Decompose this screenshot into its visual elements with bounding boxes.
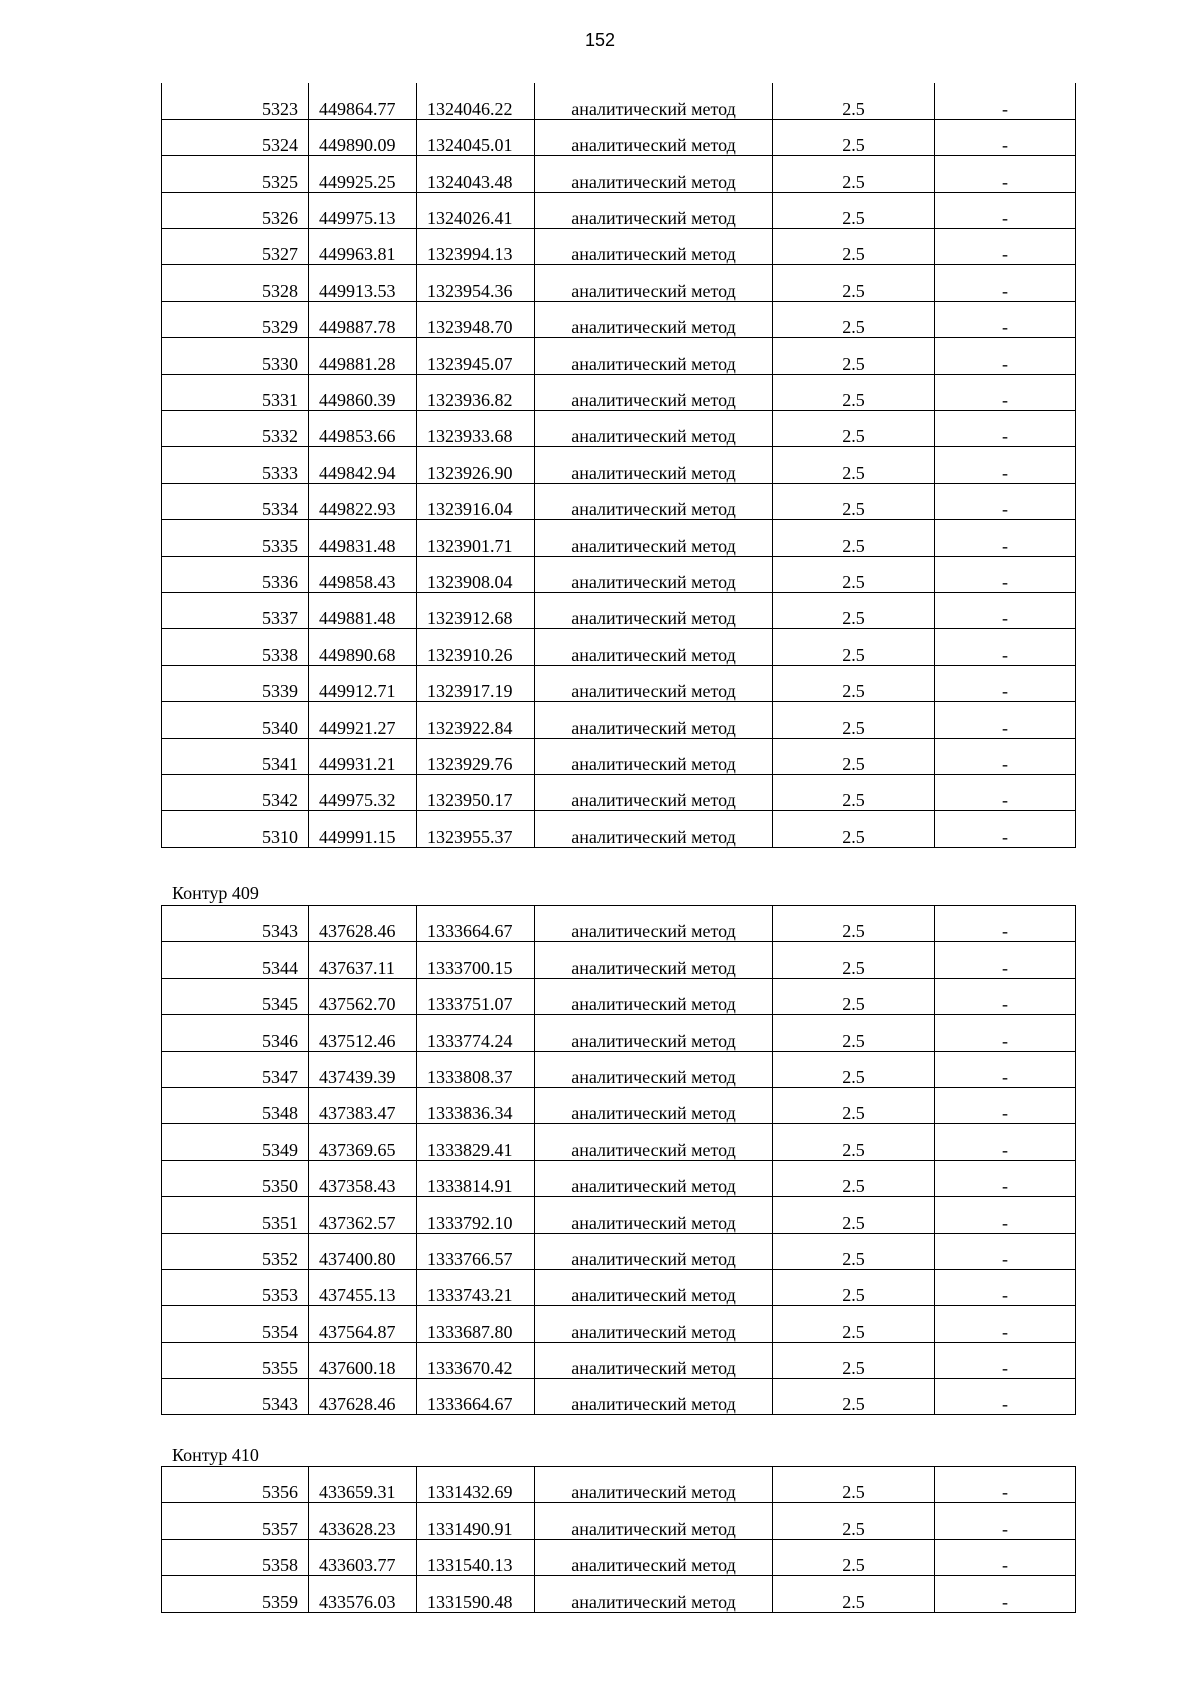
point-number-cell: 5326 [162, 192, 309, 228]
x-coordinate-cell: 449842.94 [309, 447, 417, 483]
table-row [162, 156, 1076, 192]
method-cell: аналитический метод [535, 265, 773, 301]
point-number-cell: 5342 [162, 774, 309, 810]
precision-cell: 2.5 [773, 1342, 935, 1378]
table-row [162, 1087, 1076, 1123]
table-row [162, 1379, 1076, 1415]
y-coordinate-cell: 1323908.04 [417, 556, 535, 592]
table-row [162, 1342, 1076, 1378]
table-row [162, 1576, 1076, 1612]
y-coordinate-cell: 1333792.10 [417, 1197, 535, 1233]
precision-cell: 2.5 [773, 301, 935, 337]
table-row [162, 301, 1076, 337]
contour-label: Контур 409 [172, 883, 259, 903]
precision-cell: 2.5 [773, 411, 935, 447]
point-number-cell: 5348 [162, 1087, 309, 1123]
point-number-cell: 5343 [162, 906, 309, 942]
y-coordinate-cell: 1323926.90 [417, 447, 535, 483]
note-cell: - [935, 520, 1076, 556]
table-row [162, 592, 1076, 628]
note-cell: - [935, 1379, 1076, 1415]
note-cell: - [935, 906, 1076, 942]
method-cell: аналитический метод [535, 774, 773, 810]
x-coordinate-cell: 449864.77 [309, 83, 417, 119]
precision-cell: 2.5 [773, 1015, 935, 1051]
precision-cell: 2.5 [773, 447, 935, 483]
y-coordinate-cell: 1333687.80 [417, 1306, 535, 1342]
method-cell: аналитический метод [535, 1306, 773, 1342]
table-row [162, 265, 1076, 301]
note-cell: - [935, 702, 1076, 738]
precision-cell: 2.5 [773, 906, 935, 942]
y-coordinate-cell: 1333664.67 [417, 906, 535, 942]
x-coordinate-cell: 449921.27 [309, 702, 417, 738]
point-number-cell: 5350 [162, 1160, 309, 1196]
precision-cell: 2.5 [773, 629, 935, 665]
point-number-cell: 5347 [162, 1051, 309, 1087]
y-coordinate-cell: 1333670.42 [417, 1342, 535, 1378]
table-row [162, 1197, 1076, 1233]
page-number: 152 [584, 30, 616, 50]
y-coordinate-cell: 1333814.91 [417, 1160, 535, 1196]
table-row [162, 192, 1076, 228]
y-coordinate-cell: 1333836.34 [417, 1087, 535, 1123]
table-row [162, 483, 1076, 519]
table-row [162, 520, 1076, 556]
point-number-cell: 5358 [162, 1539, 309, 1575]
note-cell: - [935, 1467, 1076, 1503]
precision-cell: 2.5 [773, 1467, 935, 1503]
table-row [162, 942, 1076, 978]
x-coordinate-cell: 449975.32 [309, 774, 417, 810]
method-cell: аналитический метод [535, 374, 773, 410]
note-cell: - [935, 738, 1076, 774]
x-coordinate-cell: 437369.65 [309, 1124, 417, 1160]
precision-cell: 2.5 [773, 774, 935, 810]
method-cell: аналитический метод [535, 592, 773, 628]
coordinates-table [161, 905, 1076, 1415]
y-coordinate-cell: 1333766.57 [417, 1233, 535, 1269]
precision-cell: 2.5 [773, 665, 935, 701]
note-cell: - [935, 665, 1076, 701]
table-row [162, 1160, 1076, 1196]
method-cell: аналитический метод [535, 83, 773, 119]
precision-cell: 2.5 [773, 1539, 935, 1575]
precision-cell: 2.5 [773, 229, 935, 265]
point-number-cell: 5324 [162, 119, 309, 155]
method-cell: аналитический метод [535, 229, 773, 265]
point-number-cell: 5330 [162, 338, 309, 374]
y-coordinate-cell: 1323954.36 [417, 265, 535, 301]
y-coordinate-cell: 1323955.37 [417, 811, 535, 847]
x-coordinate-cell: 437637.11 [309, 942, 417, 978]
table-row [162, 1015, 1076, 1051]
y-coordinate-cell: 1323901.71 [417, 520, 535, 556]
point-number-cell: 5359 [162, 1576, 309, 1612]
note-cell: - [935, 1160, 1076, 1196]
precision-cell: 2.5 [773, 592, 935, 628]
x-coordinate-cell: 449831.48 [309, 520, 417, 556]
point-number-cell: 5333 [162, 447, 309, 483]
method-cell: аналитический метод [535, 811, 773, 847]
method-cell: аналитический метод [535, 447, 773, 483]
x-coordinate-cell: 449931.21 [309, 738, 417, 774]
note-cell: - [935, 1051, 1076, 1087]
note-cell: - [935, 301, 1076, 337]
note-cell: - [935, 192, 1076, 228]
x-coordinate-cell: 449991.15 [309, 811, 417, 847]
point-number-cell: 5356 [162, 1467, 309, 1503]
point-number-cell: 5351 [162, 1197, 309, 1233]
point-number-cell: 5336 [162, 556, 309, 592]
table-row [162, 1051, 1076, 1087]
note-cell: - [935, 1124, 1076, 1160]
y-coordinate-cell: 1324043.48 [417, 156, 535, 192]
x-coordinate-cell: 449890.09 [309, 119, 417, 155]
y-coordinate-cell: 1324046.22 [417, 83, 535, 119]
point-number-cell: 5325 [162, 156, 309, 192]
x-coordinate-cell: 437400.80 [309, 1233, 417, 1269]
x-coordinate-cell: 449858.43 [309, 556, 417, 592]
y-coordinate-cell: 1333743.21 [417, 1269, 535, 1305]
point-number-cell: 5335 [162, 520, 309, 556]
method-cell: аналитический метод [535, 1503, 773, 1539]
point-number-cell: 5346 [162, 1015, 309, 1051]
method-cell: аналитический метод [535, 156, 773, 192]
coordinates-table [161, 1466, 1076, 1613]
note-cell: - [935, 119, 1076, 155]
method-cell: аналитический метод [535, 906, 773, 942]
table-row [162, 411, 1076, 447]
point-number-cell: 5331 [162, 374, 309, 410]
y-coordinate-cell: 1333774.24 [417, 1015, 535, 1051]
note-cell: - [935, 447, 1076, 483]
note-cell: - [935, 1233, 1076, 1269]
precision-cell: 2.5 [773, 520, 935, 556]
x-coordinate-cell: 449881.28 [309, 338, 417, 374]
point-number-cell: 5354 [162, 1306, 309, 1342]
note-cell: - [935, 629, 1076, 665]
note-cell: - [935, 1342, 1076, 1378]
table-row [162, 229, 1076, 265]
x-coordinate-cell: 433603.77 [309, 1539, 417, 1575]
table-row [162, 556, 1076, 592]
note-cell: - [935, 811, 1076, 847]
y-coordinate-cell: 1323917.19 [417, 665, 535, 701]
x-coordinate-cell: 433576.03 [309, 1576, 417, 1612]
method-cell: аналитический метод [535, 1342, 773, 1378]
x-coordinate-cell: 449912.71 [309, 665, 417, 701]
method-cell: аналитический метод [535, 629, 773, 665]
y-coordinate-cell: 1333808.37 [417, 1051, 535, 1087]
table-row [162, 906, 1076, 942]
method-cell: аналитический метод [535, 702, 773, 738]
x-coordinate-cell: 449887.78 [309, 301, 417, 337]
point-number-cell: 5340 [162, 702, 309, 738]
precision-cell: 2.5 [773, 483, 935, 519]
note-cell: - [935, 483, 1076, 519]
point-number-cell: 5341 [162, 738, 309, 774]
note-cell: - [935, 1269, 1076, 1305]
x-coordinate-cell: 437455.13 [309, 1269, 417, 1305]
precision-cell: 2.5 [773, 1503, 935, 1539]
y-coordinate-cell: 1323912.68 [417, 592, 535, 628]
point-number-cell: 5345 [162, 978, 309, 1014]
precision-cell: 2.5 [773, 192, 935, 228]
point-number-cell: 5337 [162, 592, 309, 628]
y-coordinate-cell: 1323933.68 [417, 411, 535, 447]
x-coordinate-cell: 449913.53 [309, 265, 417, 301]
note-cell: - [935, 1197, 1076, 1233]
point-number-cell: 5334 [162, 483, 309, 519]
point-number-cell: 5327 [162, 229, 309, 265]
y-coordinate-cell: 1323910.26 [417, 629, 535, 665]
table-row [162, 447, 1076, 483]
point-number-cell: 5329 [162, 301, 309, 337]
note-cell: - [935, 229, 1076, 265]
x-coordinate-cell: 449881.48 [309, 592, 417, 628]
method-cell: аналитический метод [535, 1467, 773, 1503]
note-cell: - [935, 1539, 1076, 1575]
y-coordinate-cell: 1331590.48 [417, 1576, 535, 1612]
y-coordinate-cell: 1333751.07 [417, 978, 535, 1014]
point-number-cell: 5328 [162, 265, 309, 301]
method-cell: аналитический метод [535, 556, 773, 592]
precision-cell: 2.5 [773, 374, 935, 410]
method-cell: аналитический метод [535, 1197, 773, 1233]
y-coordinate-cell: 1323994.13 [417, 229, 535, 265]
x-coordinate-cell: 437512.46 [309, 1015, 417, 1051]
point-number-cell: 5323 [162, 83, 309, 119]
table-row [162, 1233, 1076, 1269]
method-cell: аналитический метод [535, 1576, 773, 1612]
note-cell: - [935, 592, 1076, 628]
point-number-cell: 5310 [162, 811, 309, 847]
note-cell: - [935, 83, 1076, 119]
point-number-cell: 5352 [162, 1233, 309, 1269]
note-cell: - [935, 265, 1076, 301]
table-row [162, 1124, 1076, 1160]
precision-cell: 2.5 [773, 119, 935, 155]
table-row [162, 978, 1076, 1014]
y-coordinate-cell: 1323922.84 [417, 702, 535, 738]
coordinates-table [161, 83, 1076, 848]
method-cell: аналитический метод [535, 411, 773, 447]
note-cell: - [935, 338, 1076, 374]
y-coordinate-cell: 1323929.76 [417, 738, 535, 774]
y-coordinate-cell: 1331540.13 [417, 1539, 535, 1575]
note-cell: - [935, 1503, 1076, 1539]
y-coordinate-cell: 1324045.01 [417, 119, 535, 155]
table-row [162, 1539, 1076, 1575]
table-row [162, 738, 1076, 774]
y-coordinate-cell: 1324026.41 [417, 192, 535, 228]
method-cell: аналитический метод [535, 192, 773, 228]
precision-cell: 2.5 [773, 338, 935, 374]
y-coordinate-cell: 1333829.41 [417, 1124, 535, 1160]
table-row [162, 811, 1076, 847]
point-number-cell: 5343 [162, 1379, 309, 1415]
precision-cell: 2.5 [773, 1124, 935, 1160]
point-number-cell: 5355 [162, 1342, 309, 1378]
x-coordinate-cell: 449925.25 [309, 156, 417, 192]
y-coordinate-cell: 1333664.67 [417, 1379, 535, 1415]
table-row [162, 1467, 1076, 1503]
method-cell: аналитический метод [535, 1124, 773, 1160]
method-cell: аналитический метод [535, 301, 773, 337]
y-coordinate-cell: 1323936.82 [417, 374, 535, 410]
x-coordinate-cell: 437628.46 [309, 1379, 417, 1415]
table-row [162, 374, 1076, 410]
x-coordinate-cell: 437628.46 [309, 906, 417, 942]
y-coordinate-cell: 1323950.17 [417, 774, 535, 810]
precision-cell: 2.5 [773, 978, 935, 1014]
x-coordinate-cell: 433628.23 [309, 1503, 417, 1539]
table-row [162, 1306, 1076, 1342]
precision-cell: 2.5 [773, 1233, 935, 1269]
method-cell: аналитический метод [535, 1269, 773, 1305]
x-coordinate-cell: 437439.39 [309, 1051, 417, 1087]
x-coordinate-cell: 449963.81 [309, 229, 417, 265]
method-cell: аналитический метод [535, 1233, 773, 1269]
x-coordinate-cell: 449853.66 [309, 411, 417, 447]
method-cell: аналитический метод [535, 1087, 773, 1123]
precision-cell: 2.5 [773, 702, 935, 738]
y-coordinate-cell: 1331490.91 [417, 1503, 535, 1539]
x-coordinate-cell: 437600.18 [309, 1342, 417, 1378]
precision-cell: 2.5 [773, 1576, 935, 1612]
table-row [162, 702, 1076, 738]
point-number-cell: 5349 [162, 1124, 309, 1160]
note-cell: - [935, 774, 1076, 810]
point-number-cell: 5344 [162, 942, 309, 978]
precision-cell: 2.5 [773, 156, 935, 192]
x-coordinate-cell: 449890.68 [309, 629, 417, 665]
table-row [162, 1503, 1076, 1539]
note-cell: - [935, 156, 1076, 192]
table-row [162, 338, 1076, 374]
table-row [162, 774, 1076, 810]
method-cell: аналитический метод [535, 1051, 773, 1087]
note-cell: - [935, 942, 1076, 978]
x-coordinate-cell: 449860.39 [309, 374, 417, 410]
precision-cell: 2.5 [773, 83, 935, 119]
x-coordinate-cell: 449822.93 [309, 483, 417, 519]
method-cell: аналитический метод [535, 942, 773, 978]
method-cell: аналитический метод [535, 738, 773, 774]
precision-cell: 2.5 [773, 1306, 935, 1342]
method-cell: аналитический метод [535, 1160, 773, 1196]
note-cell: - [935, 1015, 1076, 1051]
table-row [162, 119, 1076, 155]
point-number-cell: 5338 [162, 629, 309, 665]
point-number-cell: 5353 [162, 1269, 309, 1305]
table-row [162, 83, 1076, 119]
precision-cell: 2.5 [773, 1160, 935, 1196]
note-cell: - [935, 1306, 1076, 1342]
method-cell: аналитический метод [535, 338, 773, 374]
method-cell: аналитический метод [535, 1379, 773, 1415]
method-cell: аналитический метод [535, 665, 773, 701]
method-cell: аналитический метод [535, 1015, 773, 1051]
precision-cell: 2.5 [773, 1379, 935, 1415]
x-coordinate-cell: 433659.31 [309, 1467, 417, 1503]
precision-cell: 2.5 [773, 811, 935, 847]
point-number-cell: 5332 [162, 411, 309, 447]
precision-cell: 2.5 [773, 556, 935, 592]
point-number-cell: 5357 [162, 1503, 309, 1539]
x-coordinate-cell: 437383.47 [309, 1087, 417, 1123]
y-coordinate-cell: 1323948.70 [417, 301, 535, 337]
note-cell: - [935, 1576, 1076, 1612]
method-cell: аналитический метод [535, 978, 773, 1014]
precision-cell: 2.5 [773, 1087, 935, 1123]
table-row [162, 665, 1076, 701]
precision-cell: 2.5 [773, 265, 935, 301]
note-cell: - [935, 556, 1076, 592]
y-coordinate-cell: 1323916.04 [417, 483, 535, 519]
x-coordinate-cell: 437358.43 [309, 1160, 417, 1196]
precision-cell: 2.5 [773, 738, 935, 774]
method-cell: аналитический метод [535, 483, 773, 519]
point-number-cell: 5339 [162, 665, 309, 701]
x-coordinate-cell: 449975.13 [309, 192, 417, 228]
method-cell: аналитический метод [535, 1539, 773, 1575]
precision-cell: 2.5 [773, 1051, 935, 1087]
y-coordinate-cell: 1333700.15 [417, 942, 535, 978]
y-coordinate-cell: 1331432.69 [417, 1467, 535, 1503]
precision-cell: 2.5 [773, 942, 935, 978]
method-cell: аналитический метод [535, 520, 773, 556]
note-cell: - [935, 411, 1076, 447]
method-cell: аналитический метод [535, 119, 773, 155]
note-cell: - [935, 1087, 1076, 1123]
x-coordinate-cell: 437362.57 [309, 1197, 417, 1233]
y-coordinate-cell: 1323945.07 [417, 338, 535, 374]
table-row [162, 1269, 1076, 1305]
contour-label: Контур 410 [172, 1445, 259, 1465]
x-coordinate-cell: 437564.87 [309, 1306, 417, 1342]
note-cell: - [935, 374, 1076, 410]
precision-cell: 2.5 [773, 1197, 935, 1233]
note-cell: - [935, 978, 1076, 1014]
table-row [162, 629, 1076, 665]
x-coordinate-cell: 437562.70 [309, 978, 417, 1014]
precision-cell: 2.5 [773, 1269, 935, 1305]
